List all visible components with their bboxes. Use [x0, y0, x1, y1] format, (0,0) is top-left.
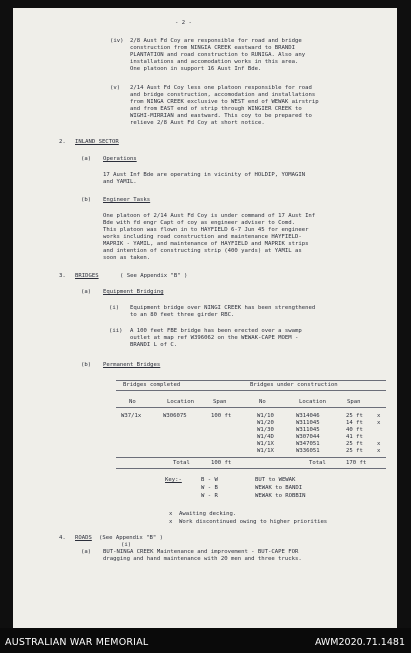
table-cell: 100 ft — [211, 413, 232, 419]
construction-header: Bridges under construction — [250, 382, 338, 388]
table-header-rule — [116, 390, 386, 391]
key-code: B - W — [201, 477, 218, 483]
table-cell: W1/30 — [257, 427, 274, 433]
footnote-text: Awaiting decking. — [179, 511, 237, 517]
section-4-note: (See Appendix "B" ) — [99, 535, 163, 541]
para-v-line: 2/14 Aust Fd Coy less one platoon responsible for road — [130, 85, 312, 91]
table-cell: x — [377, 420, 381, 426]
footer-institution: AUSTRALIAN WAR MEMORIAL — [5, 637, 149, 648]
para-v-line: WIGHI-MIRRIAN and eastward. This coy to be prepared to — [130, 113, 312, 119]
document-page — [13, 8, 397, 628]
key-meaning: WEWAK to ROBBIN — [255, 493, 306, 499]
table-cell: x — [377, 413, 381, 419]
table-cell: W1/4D — [257, 434, 274, 440]
col-header: No — [129, 399, 136, 405]
footnote-text: Work discontinued owing to higher priorities — [179, 519, 328, 525]
section-3a-i-line: Equipment bridge over NINGI CREEK has been strengthened — [130, 305, 316, 311]
completed-header: Bridges completed — [123, 382, 181, 388]
table-cell: W1/1X — [257, 448, 274, 454]
table-bottom-rule — [116, 468, 386, 469]
section-3b-title: Permanent Bridges — [103, 362, 161, 368]
para-v-line: from NINGA CREEK exclusive to WEST end of WEWAK airstrip — [130, 99, 319, 105]
total-left: 100 ft — [211, 460, 232, 466]
section-2b-line: One platoon of 2/14 Aust Fd Coy is under command of 17 Aust Inf — [103, 213, 316, 219]
section-3-title: BRIDGES — [75, 273, 99, 279]
table-cell: W37/1x — [121, 413, 142, 419]
para-v-line: relieve 2/8 Aust Fd Coy at short notice. — [130, 120, 265, 126]
table-cell: W311045 — [296, 427, 320, 433]
key-meaning: BUT to WEWAK — [255, 477, 296, 483]
section-4-sub: (i) — [121, 542, 132, 548]
table-cell: 40 ft — [346, 427, 363, 433]
section-3a-ii-line: BRANDI L of C. — [130, 342, 178, 348]
section-2a-label: (a) — [81, 156, 92, 162]
total-right: 170 ft — [346, 460, 367, 466]
table-cell: 25 ft — [346, 441, 363, 447]
col-header-rule — [116, 407, 386, 408]
section-2a-line: 17 Aust Inf Bde are operating in vicinity of HOLDIP, YOMAGIN — [103, 172, 306, 178]
col-header: Location — [167, 399, 194, 405]
section-2a-title: Operations — [103, 156, 137, 162]
section-3a-i-line: to an 80 feet three girder RBC. — [130, 312, 235, 318]
section-2b-line: works including road construction and maintenance HAYFIELD- — [103, 234, 302, 240]
para-iv-label: (iv) — [110, 38, 124, 44]
table-cell: W347051 — [296, 441, 320, 447]
table-cell: W1/10 — [257, 413, 274, 419]
para-v-label: (v) — [110, 85, 121, 91]
table-cell: x — [377, 441, 381, 447]
key-code: W - R — [201, 493, 218, 499]
footer-accession-number: AWM2020.71.1481 — [314, 637, 405, 648]
total-label-left: Total — [173, 460, 190, 466]
table-cell: W1/1X — [257, 441, 274, 447]
para-iv-line: construction from NINGIA CREEK eastward to BRANDI — [130, 45, 296, 51]
section-4-title: ROADS — [75, 535, 92, 541]
para-iv-line: One platoon in support 16 Aust Inf Bde. — [130, 66, 262, 72]
section-3a-label: (a) — [81, 289, 92, 295]
footer-bar — [0, 628, 411, 653]
table-cell: W336051 — [296, 448, 320, 454]
section-2b-title: Engineer Tasks — [103, 197, 151, 203]
table-cell: W306075 — [163, 413, 187, 419]
section-3b-label: (b) — [81, 362, 92, 368]
section-4a-line: dragging and hand maintenance with 20 men and three trucks. — [103, 556, 302, 562]
para-iv-line: 2/8 Aust Fd Coy are responsible for road and bridge — [130, 38, 302, 44]
para-iv-line: installations and accomodation works in this area. — [130, 59, 299, 65]
section-3a-ii-line: A 100 feet FBE bridge has been erected over a swamp — [130, 328, 302, 334]
para-v-line: and from EAST end of strip through WINGIER CREEK to — [130, 106, 302, 112]
section-2-number: 2. — [59, 139, 66, 145]
key-label: Key:- — [165, 477, 182, 483]
section-2b-line: soon as taken. — [103, 255, 151, 261]
section-3a-ii-label: (ii) — [109, 328, 123, 334]
table-cell: x — [377, 448, 381, 454]
section-3a-ii-line: outlet at map ref W396062 on the WEWAK-CAPE MOEM - — [130, 335, 299, 341]
section-2b-line: MAPRIK - YAMIL, and maintenance of HAYFIELD and MAPRIK strips — [103, 241, 309, 247]
section-3-number: 3. — [59, 273, 66, 279]
table-cell: 25 ft — [346, 413, 363, 419]
section-2b-line: This platoon was flown in to HAYFIELD 6-7 Jun 45 for engineer — [103, 227, 309, 233]
table-cell: W307044 — [296, 434, 320, 440]
table-cell: W1/20 — [257, 420, 274, 426]
section-4a-label: (a) — [81, 549, 92, 555]
key-meaning: WEWAK to BANDI — [255, 485, 303, 491]
section-3-note: ( See Appendix "B" ) — [120, 273, 188, 279]
section-3a-title: Equipment Bridging — [103, 289, 164, 295]
key-code: W - B — [201, 485, 218, 491]
total-rule — [116, 457, 386, 458]
para-iv-line: PLANTATION and road construction to RUNIGA. Also any — [130, 52, 306, 58]
page-number: - 2 - — [175, 20, 192, 26]
total-label-right: Total — [309, 460, 326, 466]
col-header: No — [259, 399, 266, 405]
table-cell: 25 ft — [346, 448, 363, 454]
col-header: Location — [299, 399, 326, 405]
section-3a-i-label: (i) — [109, 305, 120, 311]
col-header: Span — [213, 399, 227, 405]
table-cell: 14 ft — [346, 420, 363, 426]
section-2a-line: and YAMIL. — [103, 179, 137, 185]
table-top-rule — [116, 380, 386, 381]
footnote-mark: x — [169, 511, 173, 517]
section-4a-line: BUT-NINGA CREEK Maintenance and improvement - BUT-CAPE FOR — [103, 549, 299, 555]
table-cell: 41 ft — [346, 434, 363, 440]
section-2-title: INLAND SECTOR — [75, 139, 119, 145]
para-v-line: and bridge construction, accomodation and installations — [130, 92, 316, 98]
section-4-number: 4. — [59, 535, 66, 541]
table-cell: W314046 — [296, 413, 320, 419]
col-header: Span — [347, 399, 361, 405]
section-2b-line: Bde with fd engr Capt of coy as engineer adviser to Comd. — [103, 220, 295, 226]
footnote-mark: x — [169, 519, 173, 525]
table-cell: W311045 — [296, 420, 320, 426]
section-2b-line: and intention of constructing strip (400 yards) at YAMIL as — [103, 248, 302, 254]
section-2b-label: (b) — [81, 197, 92, 203]
